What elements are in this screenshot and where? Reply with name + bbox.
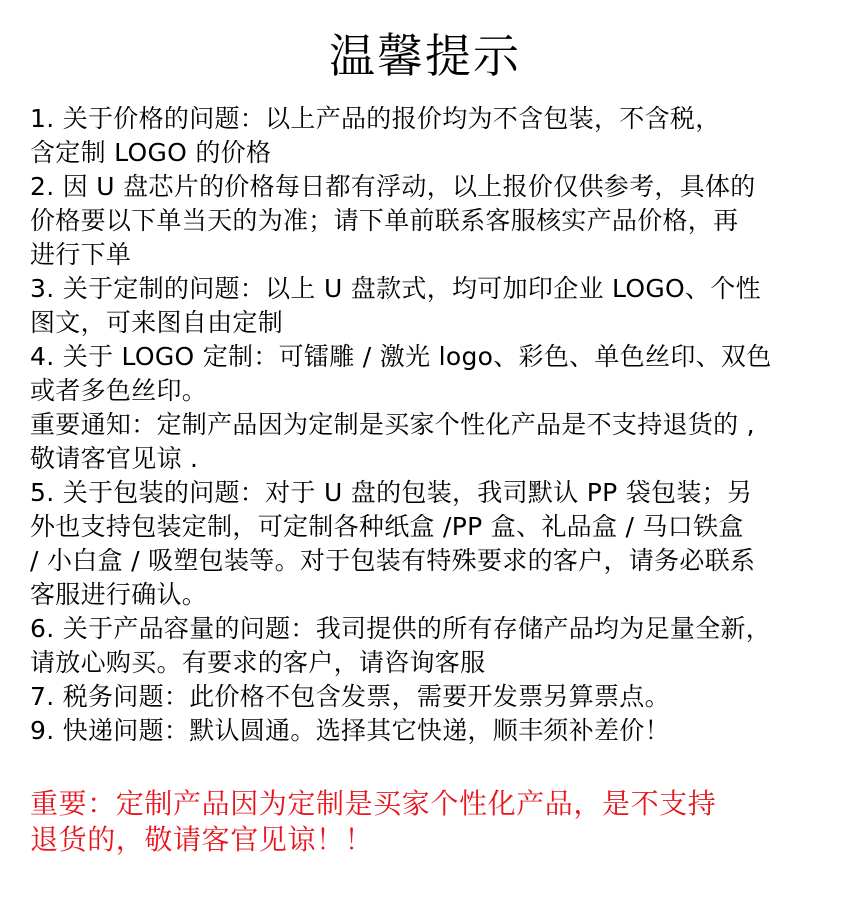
warning-line: 退货的，敬请客官见谅！！ xyxy=(30,823,374,856)
notice-line: 进行下单 xyxy=(30,240,132,269)
notice-line: 客服进行确认。 xyxy=(30,580,208,609)
warning-line: 重要：定制产品因为定制是买家个性化产品，是不支持 xyxy=(30,787,717,820)
notice-line: 含定制 LOGO 的价格 xyxy=(30,138,272,167)
notice-line: 请放心购买。有要求的客户，请咨询客服 xyxy=(30,648,486,677)
page-title: 温馨提示 xyxy=(329,29,521,83)
spacer xyxy=(30,748,820,786)
notice-body xyxy=(30,102,820,748)
notice-line: 1. 关于价格的问题：以上产品的报价均为不含包装，不含税， xyxy=(30,104,721,133)
notice-line: 5. 关于包装的问题：对于 U 盘的包装，我司默认 PP 袋包装；另 xyxy=(30,478,753,507)
notice-line: 6. 关于产品容量的问题：我司提供的所有存储产品均为足量全新， xyxy=(30,614,772,643)
notice-line: 图文，可来图自由定制 xyxy=(30,308,284,337)
important-warning xyxy=(30,786,820,858)
notice-line: 外也支持包装定制，可定制各种纸盒 /PP 盒、礼品盒 / 马口铁盒 xyxy=(30,512,744,541)
notice-line: 9. 快递问题：默认圆通。选择其它快递，顺丰须补差价！ xyxy=(30,716,670,745)
notice-line: 敬请客官见谅 . xyxy=(30,444,199,473)
notice-line: 2. 因 U 盘芯片的价格每日都有浮动，以上报价仅供参考，具体的 xyxy=(30,172,756,201)
notice-line: / 小白盒 / 吸塑包装等。对于包装有特殊要求的客户，请务必联系 xyxy=(30,546,756,575)
notice-line: 重要通知：定制产品因为定制是买家个性化产品是不支持退货的 , xyxy=(30,410,755,439)
notice-line: 或者多色丝印。 xyxy=(30,376,208,405)
notice-line: 7. 税务问题：此价格不包含发票，需要开发票另算票点。 xyxy=(30,682,670,711)
notice-line: 3. 关于定制的问题：以上 U 盘款式，均可加印企业 LOGO、个性 xyxy=(30,274,761,303)
notice-line: 价格要以下单当天的为准；请下单前联系客服核实产品价格，再 xyxy=(30,206,739,235)
notice-line: 4. 关于 LOGO 定制：可镭雕 / 激光 logo、彩色、单色丝印、双色 xyxy=(30,342,772,371)
